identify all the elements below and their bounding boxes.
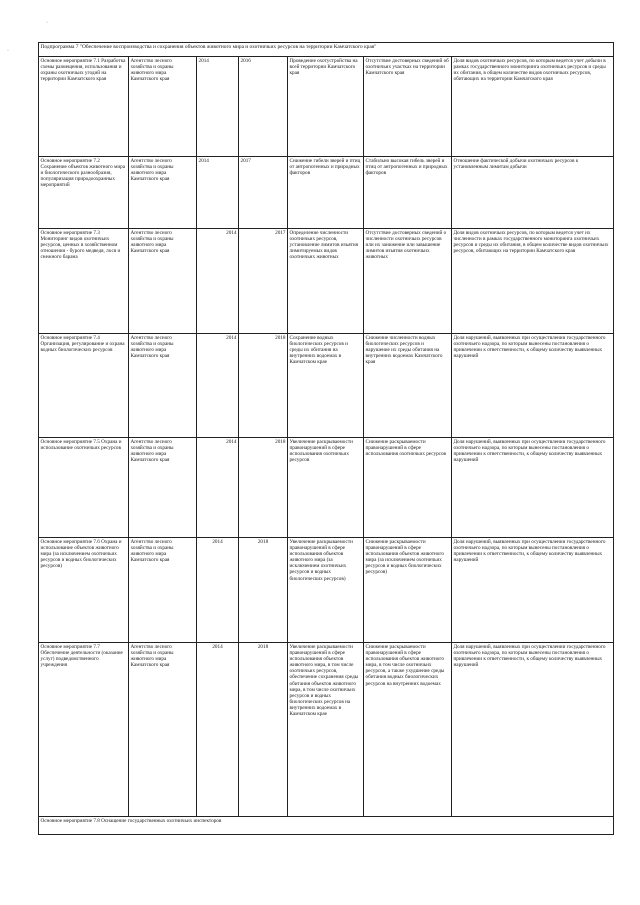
result-cell: Снижение гибели зверей и птиц от антропогенных и природных факторов (288, 157, 364, 229)
table-row (39, 643, 614, 817)
scan-mark: · (7, 48, 9, 54)
table-row (39, 438, 614, 538)
end-year-cell: 2018 (239, 643, 288, 817)
start-year-cell: 2014 (197, 157, 239, 229)
agency-cell: Агентство лесного хозяйства и охраны животного мира Камчатского края (129, 57, 197, 157)
table-row (39, 334, 614, 438)
subprogram-header-row (39, 43, 614, 57)
indicator-cell: Доля нарушений, выявленных при осуществлении государственного охотничьего надзора, по которым вынесены постановления о привлечении к ответственности, к общему количеству выявленных нарушений (452, 438, 614, 538)
result-cell: Увеличение раскрываемости правонарушений в сфере использования объектов животного мира, в том числе охотничьих ресурсов, обеспечение сохранения среды обитания объектов животного мира, в том числе охотничьих ресурсов и водных биологических ресурсов на внутренних водоемах в Камчатском крае (288, 643, 364, 817)
risk-cell: Снижение раскрываемости правонарушений в сфере использования объектов животного мира (за исключением охотничьих ресурсов и водных биологических ресурсов) (364, 538, 452, 643)
measure-cell: Основное мероприятие 7.2 Сохранение объектов животного мира и биологического разнообразия, популяризация природоохранных мероприятий (39, 157, 129, 229)
end-year-cell: 2017 (239, 157, 288, 229)
end-year-cell: 2018 (239, 334, 288, 438)
table-row (39, 538, 614, 643)
result-cell: Определение численности охотничьих ресурсов, установление лимитов изъятия лимитируемых видов охотничьих животных (288, 229, 364, 334)
agency-cell: Агентство лесного хозяйства и охраны животного мира Камчатского края (129, 334, 197, 438)
indicator-cell: Доля нарушений, выявленных при осуществлении государственного охотничьего надзора, по которым вынесены постановления о привлечении к ответственности, к общему количеству выявленных нарушений (452, 334, 614, 438)
agency-cell: Агентство лесного хозяйства и охраны животного мира Камчатского края (129, 438, 197, 538)
risk-cell: Стабильно высокая гибель зверей и птиц от антропогенных и природных факторов (364, 157, 452, 229)
indicator-cell: Отношение фактической добычи охотничьих ресурсов к установленным лимитам добычи (452, 157, 614, 229)
footer-row (39, 817, 614, 835)
end-year-cell: 2017 (239, 229, 288, 334)
end-year-cell: 2018 (239, 438, 288, 538)
measure-cell: Основное мероприятие 7.1 Разработка схемы размещения, использования и охраны охотничьих угодий на территории Камчатского края (39, 57, 129, 157)
agency-cell: Агентство лесного хозяйства и охраны животного мира Камчатского края (129, 229, 197, 334)
measure-cell: Основное мероприятие 7.4 Организация, регулирование и охрана водных биологических ресурсов (39, 334, 129, 438)
result-cell: Сохранение водных биологических ресурсов и среды их обитания на внутренних водоемах в Камчатском крае (288, 334, 364, 438)
measure-cell: Основное мероприятие 7.5 Охрана и использование охотничьих ресурсов (39, 438, 129, 538)
subprogram-title: Подпрограмма 7 "Обеспечение воспроизводства и сохранения объектов животного мира и охотничьих ресурсов на территории Камчатского края" (39, 43, 614, 57)
measure-cell: Основное мероприятие 7.3 Мониторинг видов охотничьих ресурсов, ценных в хозяйственном отношении - бурого медведя, лося и снежного барана (39, 229, 129, 334)
risk-cell: Отсутствие достоверных сведений об охотничьих участках на территории Камчатского края (364, 57, 452, 157)
risk-cell: Снижение раскрываемости правонарушений в сфере использования объектов животного мира, в том числе охотничьих ресурсов, а также ухудшение среды обитания водных биологических ресурсов на внутренних водоемах (364, 643, 452, 817)
result-cell: Увеличение раскрываемости правонарушений в сфере использования охотничьих ресурсов (288, 438, 364, 538)
start-year-cell: 2014 (197, 229, 239, 334)
indicator-cell: Доля нарушений, выявленных при осуществлении государственного охотничьего надзора, по которым вынесены постановления о привлечении к ответственности, к общему количеству выявленных нарушений (452, 643, 614, 817)
end-year-cell: 2016 (239, 57, 288, 157)
indicator-cell: Доля видов охотничьих ресурсов, по которым ведется учет добычи в рамках государственного мониторинга охотничьих ресурсов и среды их обитания, в общем количестве видов охотничьих ресурсов, обитающих на территории Камчатского края (452, 57, 614, 157)
start-year-cell: 2014 (197, 57, 239, 157)
measure-7-8-title: Основное мероприятие 7.8 Оснащение государственных охотничьих инспекторов (39, 817, 614, 835)
measure-cell: Основное мероприятие 7.7 Обеспечение деятельности (оказание услуг) подведомственного учреждения (39, 643, 129, 817)
measure-cell: Основное мероприятие 7.6 Охрана и использование объектов животного мира (за исключением охотничьих ресурсов и водных биологических ресурсов) (39, 538, 129, 643)
indicator-cell: Доля нарушений, выявленных при осуществлении государственного охотничьего надзора, по которым вынесены постановления о привлечении к ответственности, к общему количеству выявленных нарушений (452, 538, 614, 643)
risk-cell: Снижение раскрываемости правонарушений в сфере использования охотничьих ресурсов (364, 438, 452, 538)
scan-mark: · (46, 20, 48, 26)
risk-cell: Снижение численности водных биологических ресурсов и нарушение их среды обитания на внутренних водоемах Камчатского края (364, 334, 452, 438)
agency-cell: Агентство лесного хозяйства и охраны животного мира Камчатского края (129, 643, 197, 817)
start-year-cell: 2014 (197, 538, 239, 643)
table-row (39, 229, 614, 334)
agency-cell: Агентство лесного хозяйства и охраны животного мира Камчатского края (129, 157, 197, 229)
start-year-cell: 2014 (197, 334, 239, 438)
risk-cell: Отсутствие достоверных сведений о численности охотничьих ресурсов или их занижение или завышение лимитов изъятия охотничьих животных (364, 229, 452, 334)
measures-table (38, 42, 614, 835)
table-row (39, 157, 614, 229)
table-row (39, 57, 614, 157)
result-cell: Увеличение раскрываемости правонарушений в сфере использования объектов животного мира (за исключением охотничьих ресурсов и водных биологических ресурсов) (288, 538, 364, 643)
result-cell: Проведение охотустройства на всей территории Камчатского края (288, 57, 364, 157)
start-year-cell: 2014 (197, 438, 239, 538)
end-year-cell: 2018 (239, 538, 288, 643)
indicator-cell: Доля видов охотничьих ресурсов, по которым ведется учет их численности в рамках государственного мониторинга охотничьих ресурсов и среды их обитания, в общем количестве видов охотничьих ресурсов, обитающих на территории Камчатского края (452, 229, 614, 334)
start-year-cell: 2014 (197, 643, 239, 817)
agency-cell: Агентство лесного хозяйства и охраны животного мира Камчатского края (129, 538, 197, 643)
